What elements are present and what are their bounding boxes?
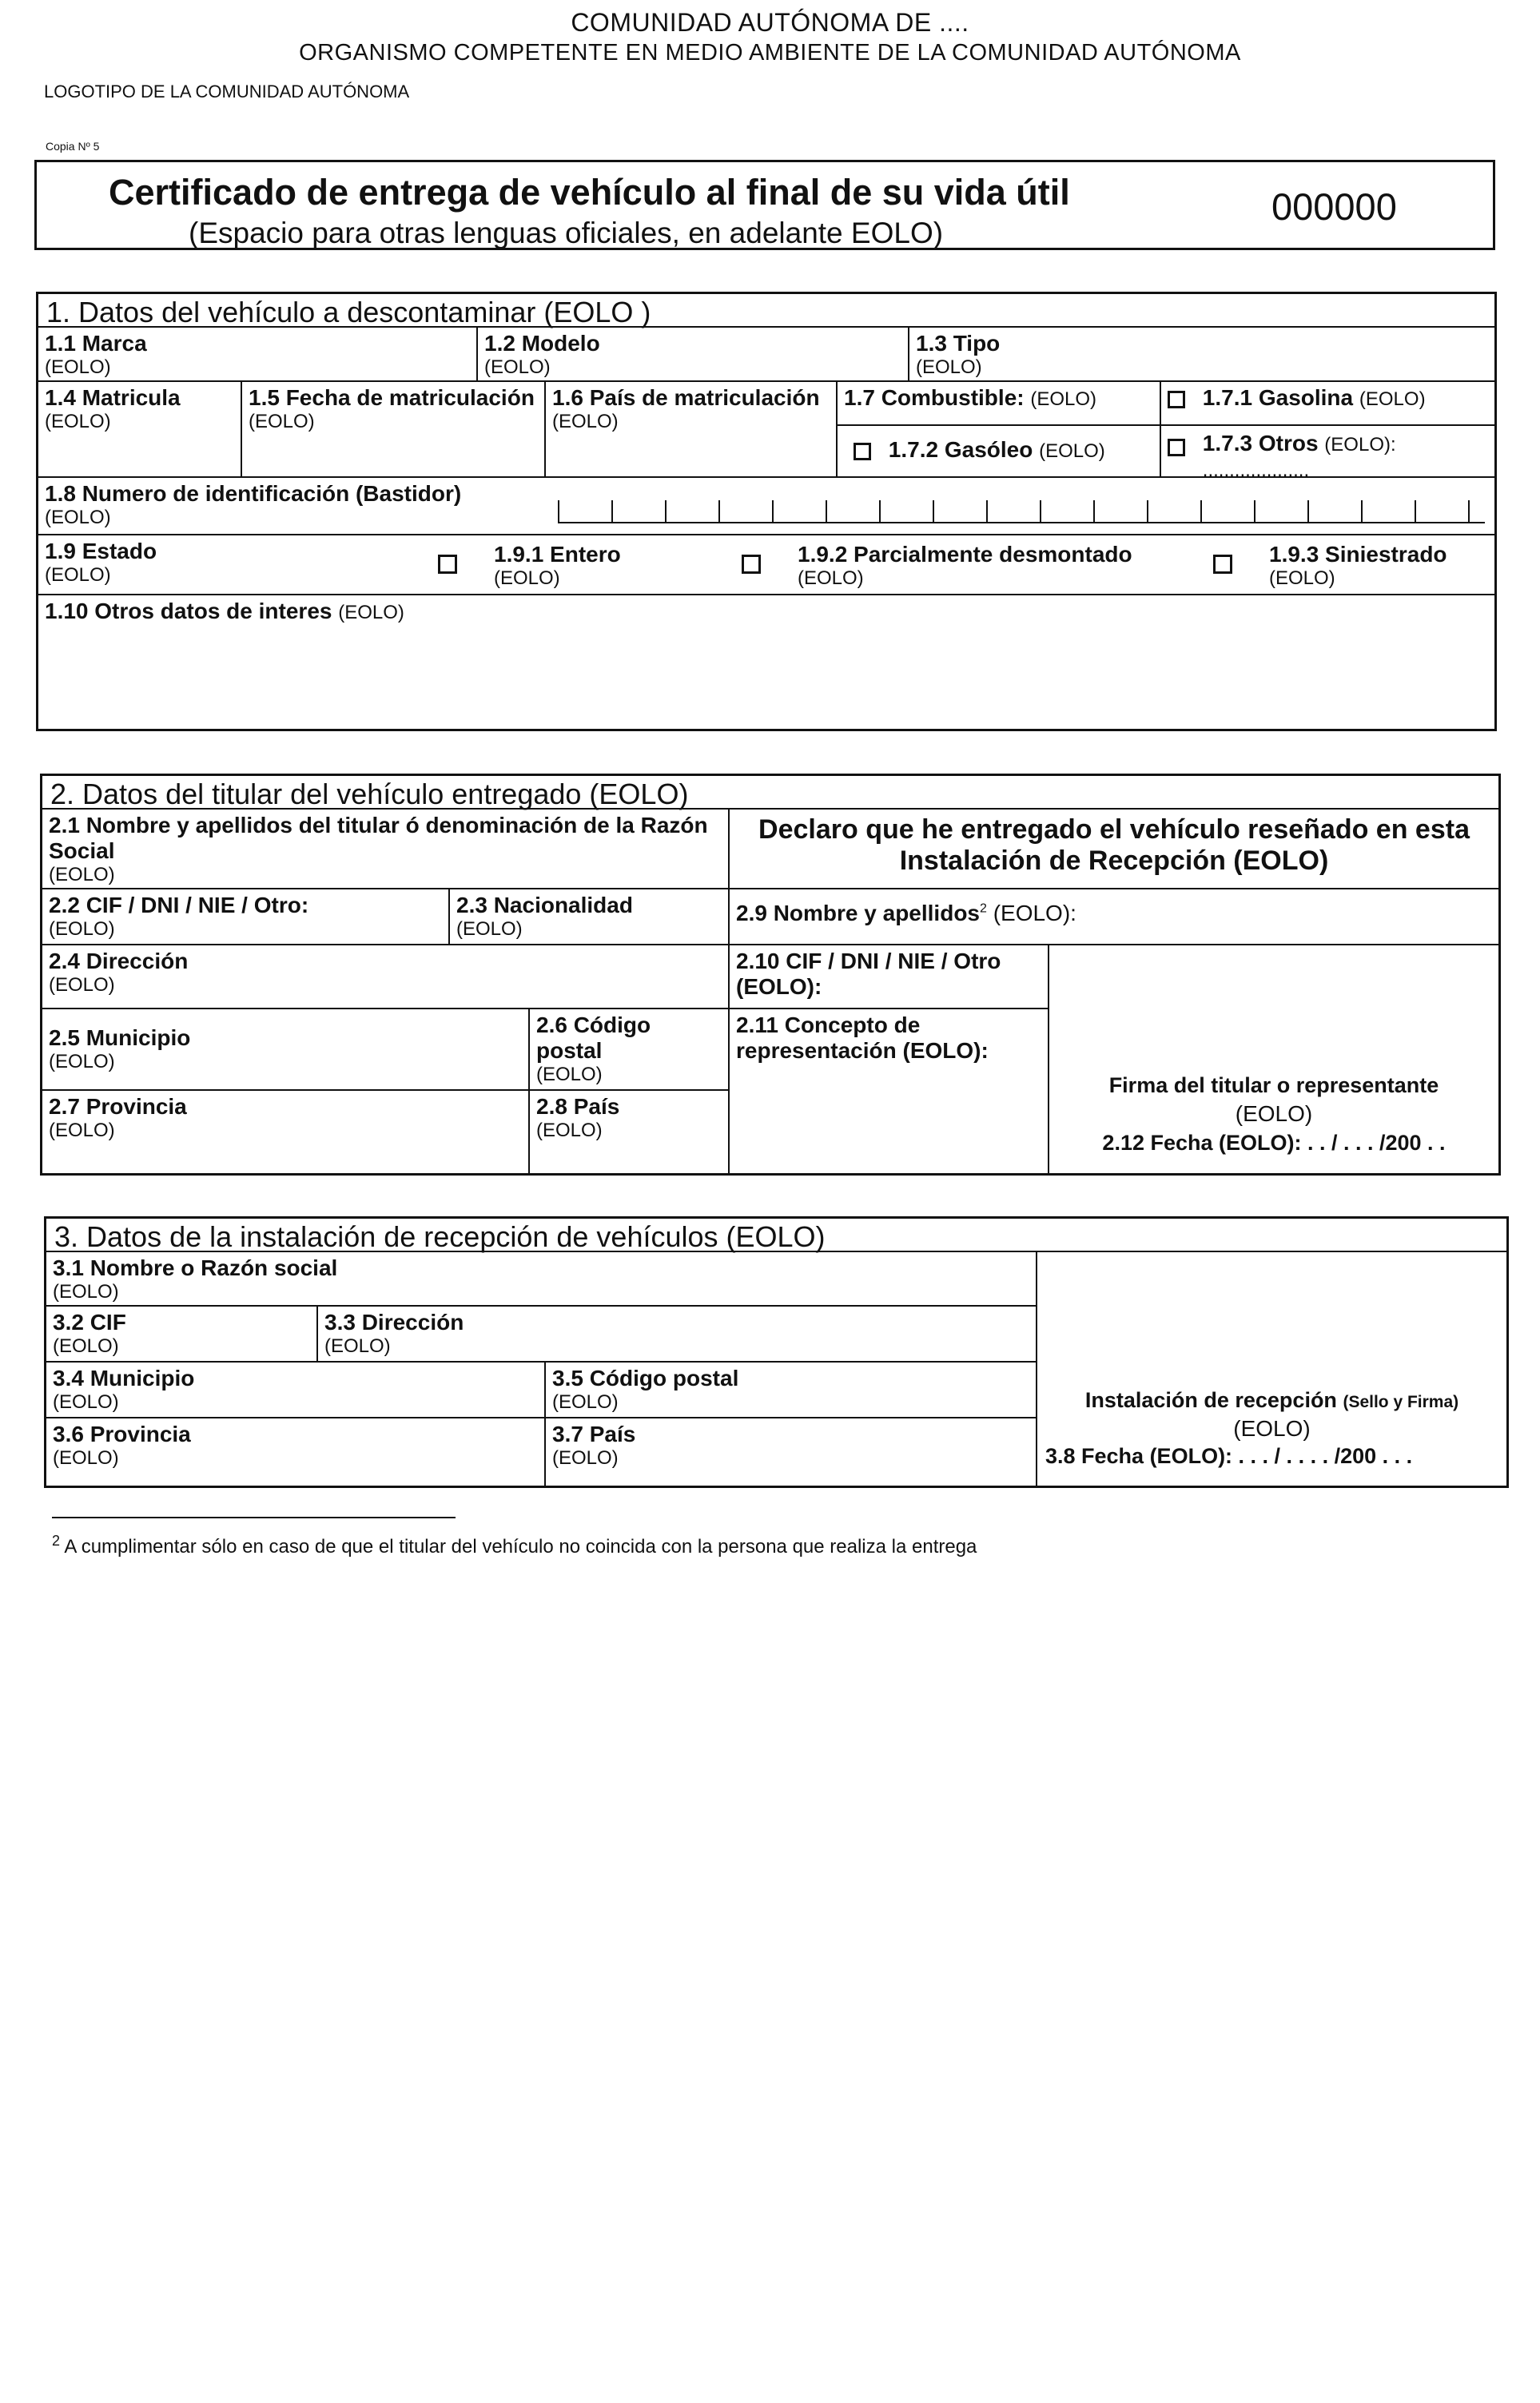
header-community: COMUNIDAD AUTÓNOMA DE .... xyxy=(571,8,969,37)
field-provincia-instalacion[interactable]: 3.6 Provincia (EOLO) xyxy=(46,1418,546,1486)
field-marca[interactable]: 1.1 Marca (EOLO) xyxy=(38,328,478,382)
field-municipio-titular[interactable]: 2.5 Municipio (EOLO) xyxy=(42,1009,530,1091)
field-concepto-representacion[interactable]: 2.11 Concepto de representación (EOLO): xyxy=(730,1009,1049,1173)
declaration-text: Declaro que he entregado el vehículo reseñado en esta Instalación de Recepción (EOLO) xyxy=(730,810,1498,889)
footnote: $^2$ A cumplimentar sólo en caso de que el titular del vehículo no coincida con la persona que realiza la entrega xyxy=(52,1533,977,1558)
checkbox-gasoleo[interactable] xyxy=(854,443,871,460)
section-titular xyxy=(40,774,1501,1176)
section-3-title: 3. Datos de la instalación de recepción de vehículos (EOLO) xyxy=(46,1219,1506,1252)
field-nombre-representante[interactable]: 2.9 Nombre y apellidos$^2$ (EOLO): xyxy=(730,889,1498,945)
logo-placeholder: LOGOTIPO DE LA COMUNIDAD AUTÓNOMA xyxy=(44,82,410,101)
vin-character-boxes[interactable] xyxy=(558,494,1485,526)
checkbox-entero[interactable] xyxy=(438,555,457,574)
field-municipio-instalacion[interactable]: 3.4 Municipio (EOLO) xyxy=(46,1363,546,1418)
checkbox-siniestrado[interactable] xyxy=(1213,555,1232,574)
field-tipo[interactable]: 1.3 Tipo (EOLO) xyxy=(909,328,1494,382)
signature-titular[interactable]: Firma del titular o representante (EOLO) 2.12 Fecha (EOLO): . . / . . . /200 . . xyxy=(1102,1073,1446,1155)
field-cif-dni[interactable]: 2.2 CIF / DNI / NIE / Otro: (EOLO) xyxy=(42,889,450,945)
section-vehicle xyxy=(36,292,1497,731)
field-cif-representante[interactable]: 2.10 CIF / DNI / NIE / Otro (EOLO): xyxy=(730,945,1049,1009)
document-title: Certificado de entrega de vehículo al final de su vida útil xyxy=(109,172,1070,213)
field-nombre-titular[interactable]: 2.1 Nombre y apellidos del titular ó denominación de la Razón Social (EOLO) xyxy=(42,810,730,889)
field-nacionalidad[interactable]: 2.3 Nacionalidad (EOLO) xyxy=(450,889,730,945)
field-matricula[interactable]: 1.4 Matricula (EOLO) xyxy=(38,382,242,478)
option-gasoleo[interactable]: 1.7.2 Gasóleo (EOLO) xyxy=(838,426,1161,478)
field-combustible: 1.7 Combustible: (EOLO) xyxy=(838,382,1161,426)
document-subtitle: (Espacio para otras lenguas oficiales, en adelante EOLO) xyxy=(189,217,944,249)
option-gasolina[interactable]: 1.7.1 Gasolina (EOLO) xyxy=(1161,382,1494,426)
field-pais-matriculacion[interactable]: 1.6 País de matriculación (EOLO) xyxy=(546,382,838,478)
copy-number: Copia Nº 5 xyxy=(46,140,100,153)
field-estado: 1.9 Estado (EOLO) 1.9.1 Entero (EOLO) 1.9.2 Parcialmente desmontado (EOLO) 1.9.3 Siniestrado (EOLO) xyxy=(38,535,1494,595)
field-codigo-postal-titular[interactable]: 2.6 Código postal (EOLO) xyxy=(530,1009,730,1091)
certificate-number: 000000 xyxy=(1271,185,1397,228)
field-bastidor[interactable]: 1.8 Numero de identificación (Bastidor) (EOLO) xyxy=(38,478,1494,535)
checkbox-gasolina[interactable] xyxy=(1168,391,1185,408)
section-2-title: 2. Datos del titular del vehículo entregado (EOLO) xyxy=(42,776,1498,810)
checkbox-otros[interactable] xyxy=(1168,439,1185,456)
field-nombre-instalacion[interactable]: 3.1 Nombre o Razón social (EOLO) xyxy=(46,1252,1037,1307)
field-cif-instalacion[interactable]: 3.2 CIF (EOLO) xyxy=(46,1307,318,1363)
option-otros[interactable]: 1.7.3 Otros (EOLO): .................... xyxy=(1161,426,1494,478)
header-organism: ORGANISMO COMPETENTE EN MEDIO AMBIENTE DE LA COMUNIDAD AUTÓNOMA xyxy=(299,40,1241,66)
field-otros-datos[interactable]: 1.10 Otros datos de interes (EOLO) xyxy=(45,599,404,623)
field-codigo-postal-instalacion[interactable]: 3.5 Código postal (EOLO) xyxy=(546,1363,1037,1418)
checkbox-parcialmente[interactable] xyxy=(742,555,761,574)
footnote-separator xyxy=(52,1517,456,1518)
section-1-title: 1. Datos del vehículo a descontaminar (EOLO ) xyxy=(38,294,1494,328)
title-box xyxy=(34,160,1495,250)
field-provincia-titular[interactable]: 2.7 Provincia (EOLO) xyxy=(42,1091,530,1173)
field-modelo[interactable]: 1.2 Modelo (EOLO) xyxy=(478,328,909,382)
field-direccion-instalacion[interactable]: 3.3 Dirección (EOLO) xyxy=(318,1307,1037,1363)
field-fecha-matriculacion[interactable]: 1.5 Fecha de matriculación (EOLO) xyxy=(242,382,546,478)
signature-instalacion[interactable]: Instalación de recepción (Sello y Firma) (EOLO) 3.8 Fecha (EOLO): . . . / . . . . /200 . . . xyxy=(1045,1388,1459,1468)
field-pais-instalacion[interactable]: 3.7 País (EOLO) xyxy=(546,1418,1037,1486)
field-pais-titular[interactable]: 2.8 País (EOLO) xyxy=(530,1091,730,1173)
field-direccion[interactable]: 2.4 Dirección (EOLO) xyxy=(42,945,730,1009)
section-instalacion xyxy=(44,1216,1509,1488)
